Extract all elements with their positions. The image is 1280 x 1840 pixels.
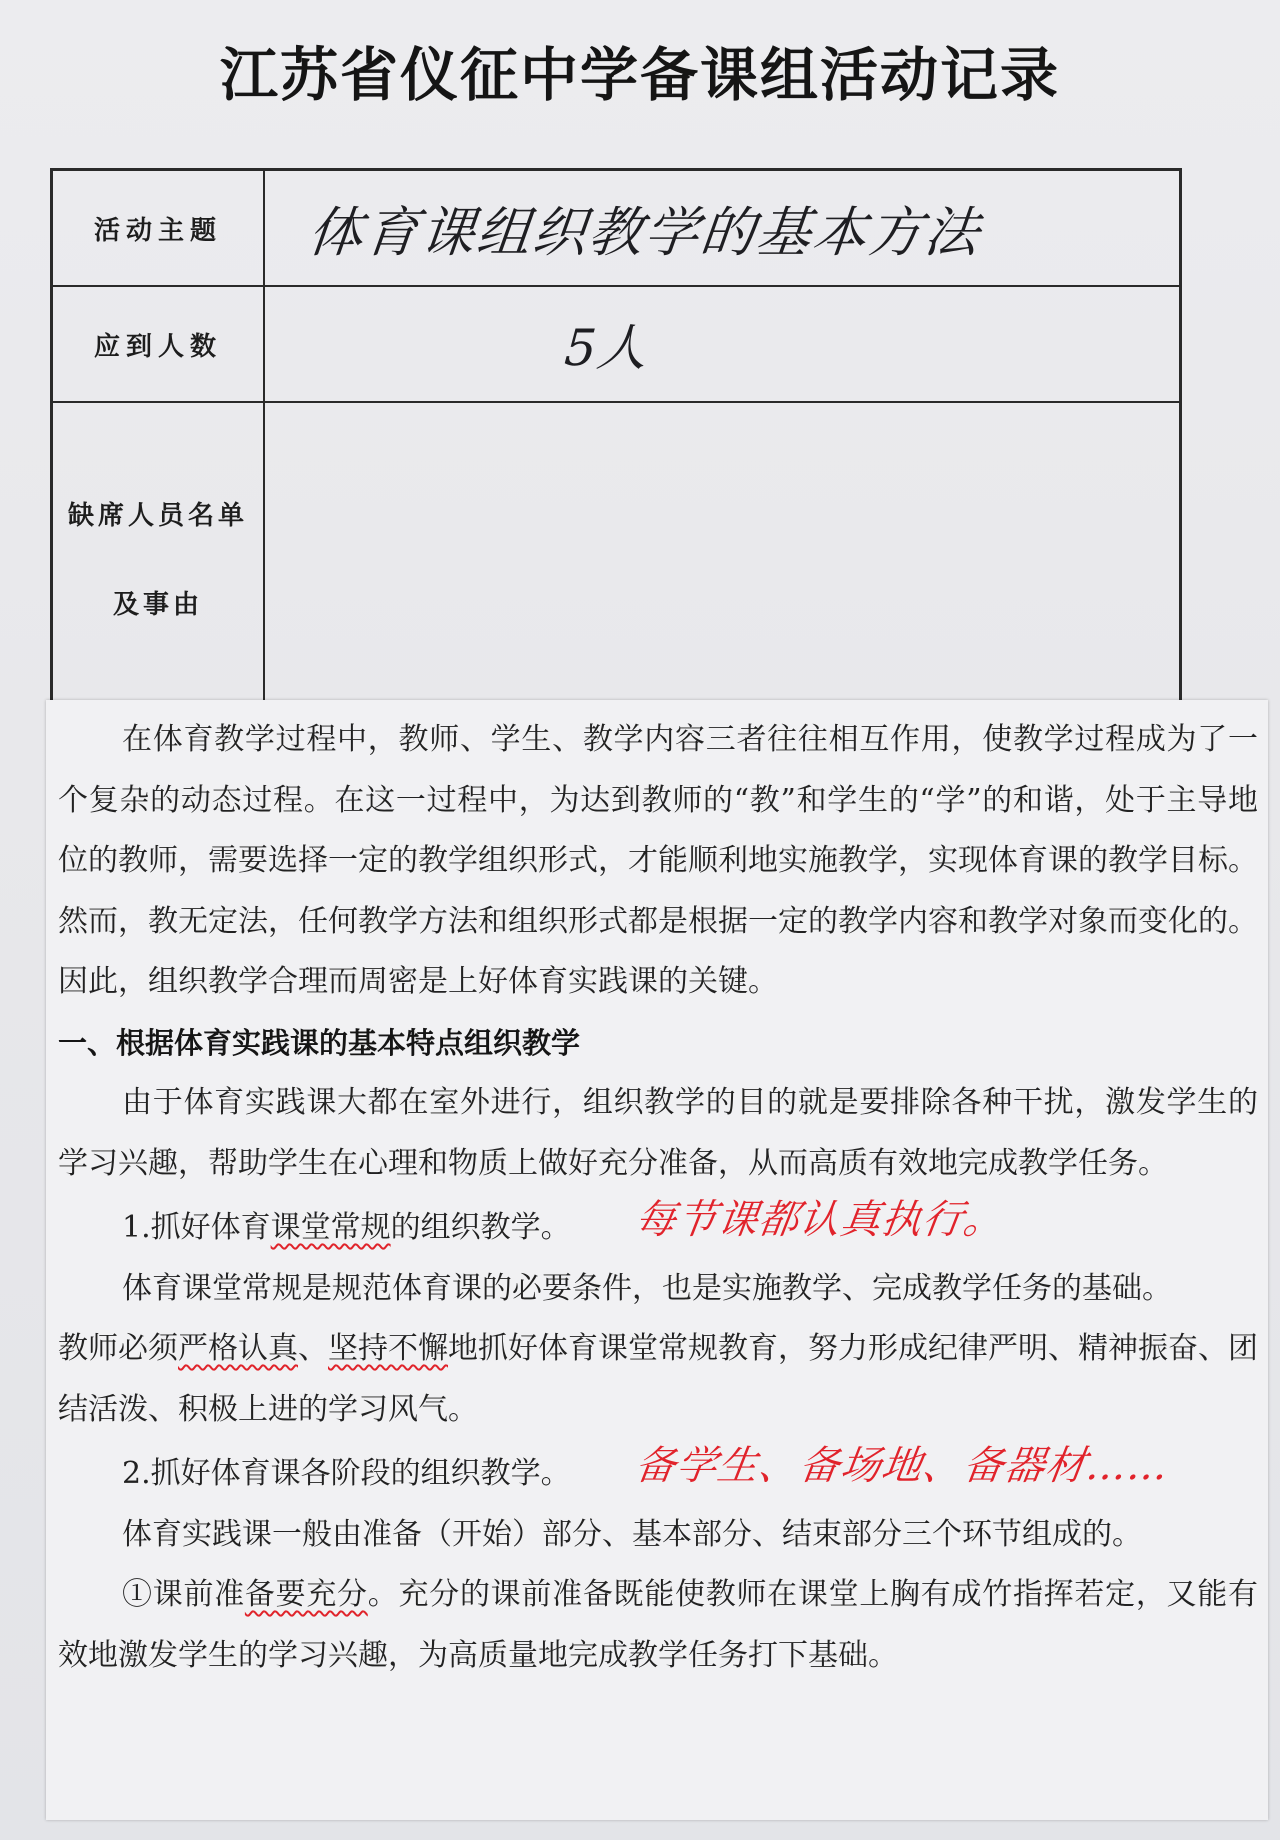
teacher-paragraph-mid: 、 [298,1331,328,1366]
theme-value-cell [265,171,1179,285]
theme-row [53,171,1179,287]
absentee-label-line1: 缺席人员名单 [67,501,248,531]
pasted-printout [46,700,1268,1820]
activity-record-table [50,168,1182,708]
attendance-handwritten-value: 5人 [562,319,649,377]
teacher-paragraph [58,1319,1258,1440]
prep-paragraph-post: 。充分的课前准备既能使教师在课堂上胸有成竹指挥若定，又能有效地激发学生的学习兴趣，为高质量地完成教学任务打下基础。 [58,1577,1259,1673]
subpoint-1-pre: 1.抓好体育 [122,1210,271,1245]
absentee-row [53,403,1179,713]
teacher-paragraph-pre: 教师必须 [58,1331,178,1366]
section-paragraph: 由于体育实践课大都在室外进行，组织教学的目的就是要排除各种干扰，激发学生的学习兴趣，帮助学生在心理和物质上做好充分准备，从而高质有效地完成教学任务。 [58,1085,1258,1181]
subpoint-1-underlined: 课堂常规 [270,1210,391,1245]
red-handwritten-note-2: 备学生、备场地、备器材…… [631,1443,1172,1489]
prep-paragraph-underlined: 备要充分 [244,1577,368,1612]
attendance-label: 应到人数 [53,287,265,401]
intro-paragraph: 在体育教学过程中，教师、学生、教学内容三者往往相互作用，使教学过程成为了一个复杂的动态过程。在这一过程中，为达到教师的“教”和学生的“学”的和谐，处于主导地位的教师，需要选择一定的教学组织形式，才能顺利地实施教学，实现体育课的教学目标。然而，教无定法，任何教学方法和组织形式都是根据一定的教学内容和教学对象而变化的。因此，组织教学合理而周密是上好体育实践课的关键。 [58,722,1258,999]
theme-handwritten-value: 体育课组织教学的基本方法 [305,200,984,264]
section-heading: 一、根据体育实践课的基本特点组织教学 [58,1025,581,1060]
absentee-label-line2: 及事由 [112,590,203,620]
absentee-value-cell [265,403,1179,713]
teacher-paragraph-underline-2: 坚持不懈 [328,1331,448,1366]
prep-paragraph-pre: ①课前准 [122,1577,245,1612]
attendance-value-cell [265,287,1179,401]
teacher-paragraph-post: 地抓好体育课堂常规教育，努力形成纪律严明、精神振奋、团结活泼、积极上进的学习风气。 [58,1331,1258,1427]
subpoint-2 [58,1440,1258,1505]
theme-label: 活动主题 [53,171,265,285]
structure-paragraph: 体育实践课一般由准备（开始）部分、基本部分、结束部分三个环节组成的。 [122,1516,1142,1552]
prep-paragraph [58,1565,1258,1686]
subpoint-2-text: 2.抓好体育课各阶段的组织教学。 [122,1456,571,1491]
attendance-row [53,287,1179,403]
red-handwritten-note-1: 每节课都认真执行。 [631,1197,1008,1243]
subpoint-1 [58,1194,1258,1259]
routine-paragraph: 体育课堂常规是规范体育课的必要条件，也是实施教学、完成教学任务的基础。 [122,1270,1172,1306]
absentee-label [53,403,265,713]
document-title: 江苏省仪征中学备课组活动记录 [219,41,1060,109]
subpoint-1-post: 的组织教学。 [390,1210,571,1245]
teacher-paragraph-underline-1: 严格认真 [178,1331,298,1366]
